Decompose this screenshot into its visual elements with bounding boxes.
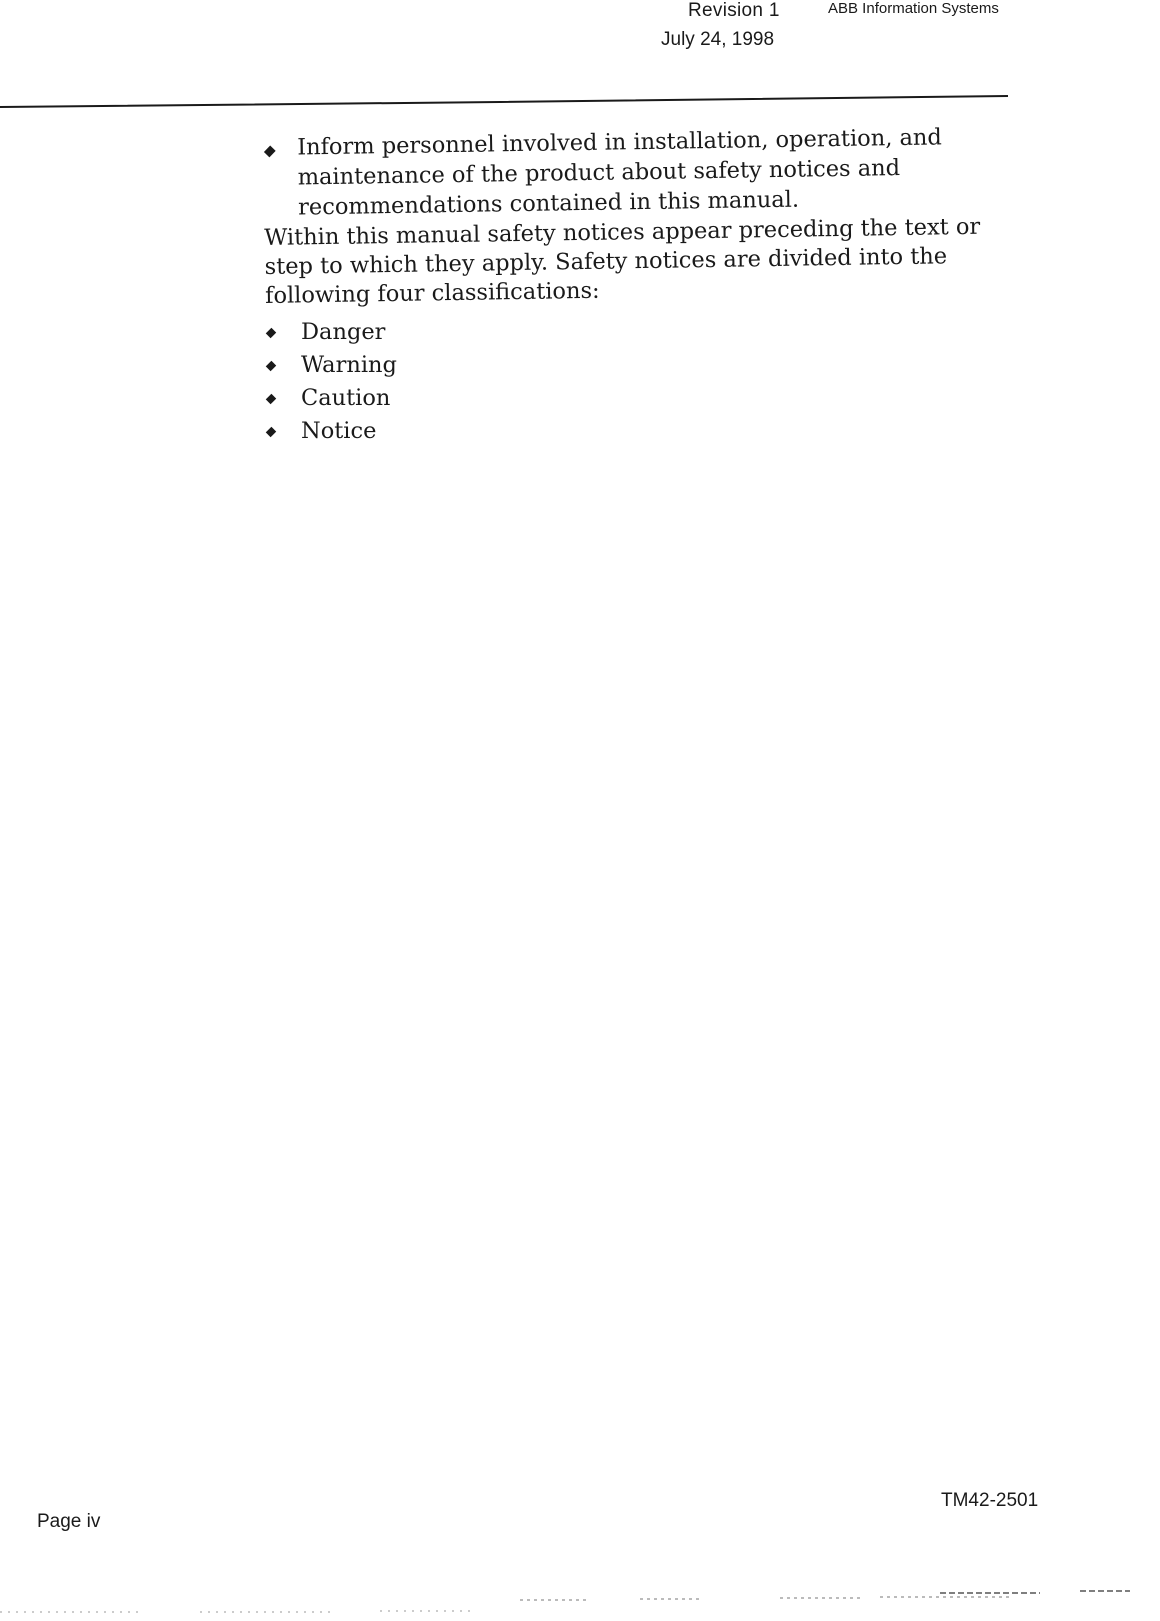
classification-list [265, 316, 397, 448]
bullet-diamond-icon [264, 146, 276, 158]
header-rule [0, 92, 1010, 110]
bullet-diamond-icon [266, 328, 276, 338]
footer-page-number: Page iv [37, 1511, 101, 1532]
bullet-diamond-icon [266, 427, 276, 437]
classification-item-warning [265, 349, 397, 382]
classification-label: Danger [301, 319, 386, 345]
bullet-diamond-icon [266, 394, 276, 404]
intro-bullet-item [265, 122, 948, 223]
classification-label: Warning [301, 352, 397, 378]
classification-label: Notice [301, 418, 377, 444]
header-company: ABB Information Systems [828, 0, 999, 17]
classification-label: Caution [301, 385, 391, 411]
classification-intro-paragraph: Within this manual safety notices appear preceding the text or step to which they apply. Safety notices are divided into the following four classifications: [264, 213, 981, 309]
footer-document-number: TM42-2501 [941, 1490, 1039, 1511]
header-date: July 24, 1998 [661, 29, 775, 50]
classification-item-notice [265, 415, 397, 448]
bullet-diamond-icon [266, 361, 276, 371]
scan-edge-noise [0, 1585, 1160, 1615]
intro-bullet-text: Inform personnel involved in installation, operation, and maintenance of the product about safety notices and recommendations contained in this manual. [297, 124, 943, 221]
header-revision: Revision 1 [688, 0, 780, 21]
classification-item-caution [265, 382, 397, 415]
classification-item-danger [265, 316, 397, 349]
